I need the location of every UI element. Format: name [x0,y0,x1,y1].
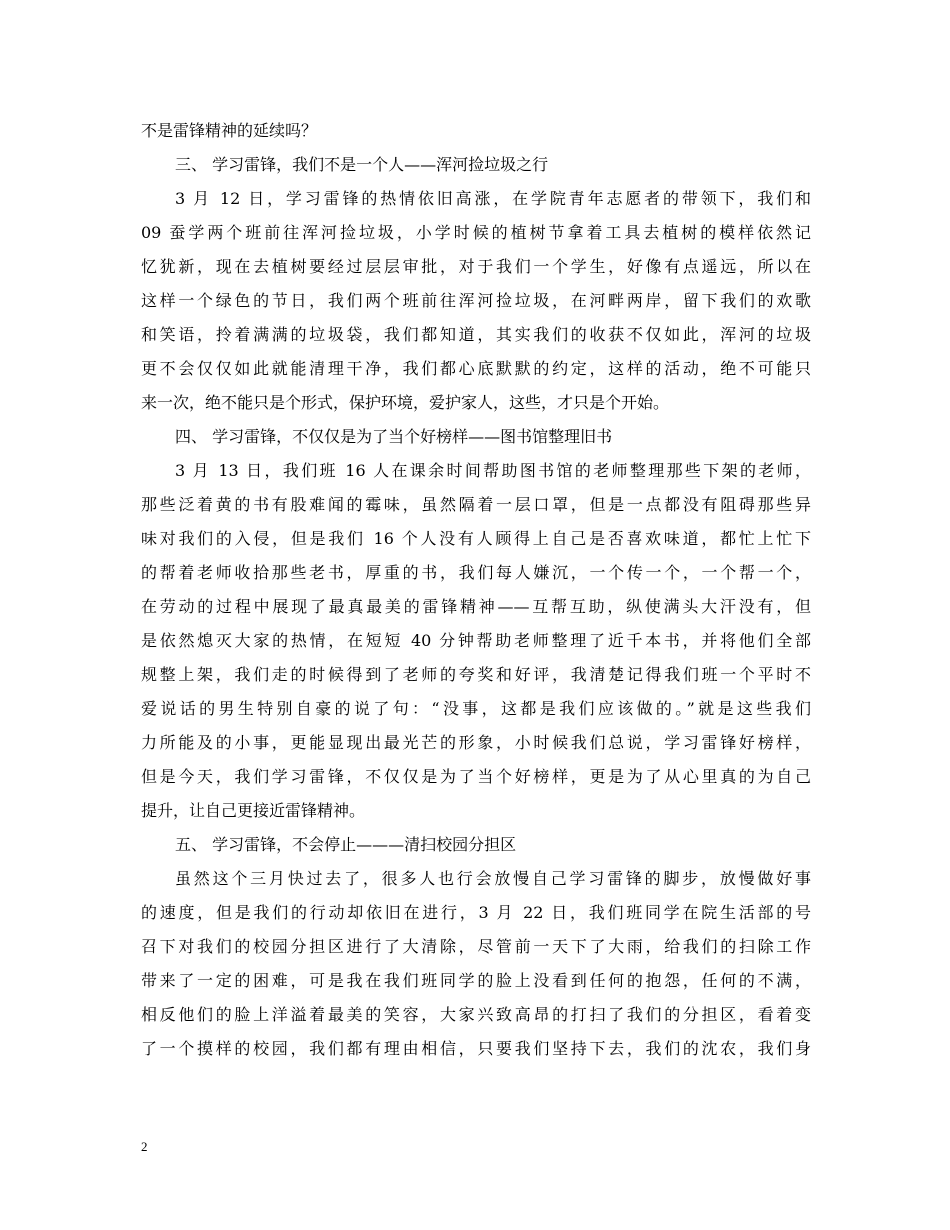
text-line: 3 月 12 日，学习雷锋的热情依旧高涨，在学院青年志愿者的带领下，我们和 [175,189,811,208]
text-line: 爱说话的男生特别自豪的说了句：“没事，这都是我们应该做的。”就是这些我们 [141,699,811,718]
text-line: 带来了一定的困难，可是我在我们班同学的脸上没看到任何的抱怨，任何的不满， [141,971,811,990]
text-line: 09 蚕学两个班前往浑河捡垃圾，小学时候的植树节拿着工具去植树的模样依然记 [141,223,811,242]
text-line: 了一个摸样的校园，我们都有理由相信，只要我们坚持下去，我们的沈农，我们身 [141,1039,811,1058]
text-line: 召下对我们的校园分担区进行了大清除，尽管前一天下了大雨，给我们的扫除工作 [141,937,811,956]
text-line: 和笑语，拎着满满的垃圾袋，我们都知道，其实我们的收获不仅如此，浑河的垃圾 [141,325,811,344]
text-line: 是依然熄灭大家的热情，在短短 40 分钟帮助老师整理了近千本书，并将他们全部 [141,631,811,650]
body-text [141,114,811,1066]
text-line: 提升，让自己更接近雷锋精神。 [141,801,366,820]
text-line: 规整上架，我们走的时候得到了老师的夸奖和好评，我清楚记得我们班一个平时不 [141,665,811,684]
text-line: 更不会仅仅如此就能清理干净，我们都心底默默的约定，这样的活动，绝不可能只 [141,359,811,378]
text-line: 3 月 13 日，我们班 16 人在课余时间帮助图书馆的老师整理那些下架的老师， [175,461,811,480]
text-line: 相反他们的脸上洋溢着最美的笑容，大家兴致高昂的打扫了我们的分担区，看着变 [141,1005,811,1024]
text-line: 力所能及的小事，更能显现出最光芒的形象，小时候我们总说，学习雷锋好榜样， [141,733,811,752]
text-line: 的速度，但是我们的行动却依旧在进行，3 月 22 日，我们班同学在院生活部的号 [141,903,811,922]
section-heading-5: 五、 学习雷锋，不会停止———清扫校园分担区 [175,835,517,854]
text-line: 在劳动的过程中展现了最真最美的雷锋精神——互帮互助，纵使满头大汗没有，但 [141,597,811,616]
text-line: 的帮着老师收拾那些老书，厚重的书，我们每人嫌沉，一个传一个，一个帮一个， [141,563,811,582]
text-line: 味对我们的入侵，但是我们 16 个人没有人顾得上自己是否喜欢味道，都忙上忙下 [141,529,811,548]
text-line: 这样一个绿色的节日，我们两个班前往浑河捡垃圾，在河畔两岸，留下我们的欢歌 [141,291,811,310]
text-line: 但是今天，我们学习雷锋，不仅仅是为了当个好榜样，更是为了从心里真的为自己 [141,767,811,786]
text-line: 忆犹新，现在去植树要经过层层审批，对于我们一个学生，好像有点遥远，所以在 [141,257,811,276]
text-line: 那些泛着黄的书有股难闻的霉味，虽然隔着一层口罩，但是一点都没有阻碍那些异 [141,495,811,514]
section-heading-3: 三、 学习雷锋，我们不是一个人——浑河捡垃圾之行 [175,155,549,174]
text-line: 来一次，绝不能只是个形式，保护环境，爱护家人，这些，才只是个开始。 [141,393,670,412]
text-line: 虽然这个三月快过去了，很多人也行会放慢自己学习雷锋的脚步，放慢做好事 [175,869,811,888]
text-line: 不是雷锋精神的延续吗？ [141,121,318,140]
page-number: 2 [141,1139,148,1154]
section-heading-4: 四、 学习雷锋，不仅仅是为了当个好榜样——图书馆整理旧书 [175,427,613,446]
